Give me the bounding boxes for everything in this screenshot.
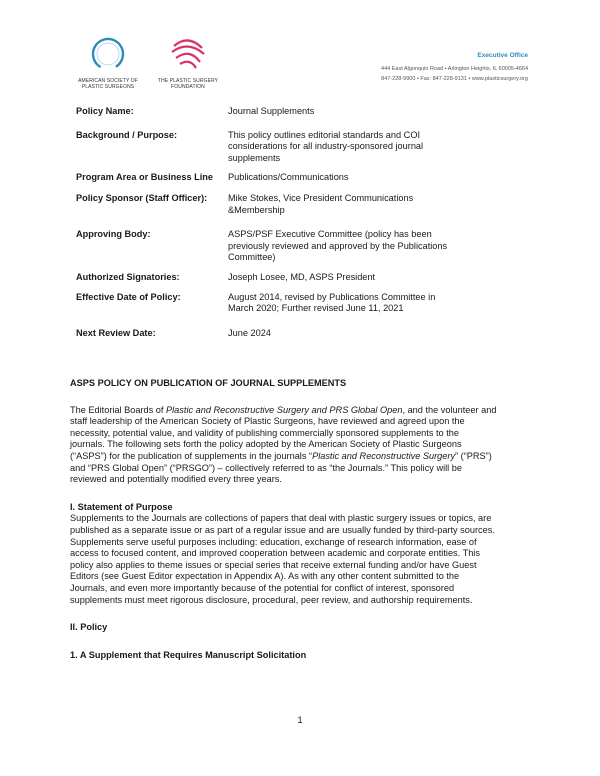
intro-line: journals. The following sets forth the policy adopted by the American Society of Plastic Surgeons [70,439,462,450]
intro-line: and “PRS Global Open” (“PRSGO”) – collectively referred to as “the Journals.” This policy will be [70,462,462,473]
section-1-line: Editors (see Guest Editor expectation in Appendix A). As with any other content submitted to the [70,571,460,582]
sponsor-label: Policy Sponsor (Staff Officer): [76,192,208,203]
psf-swirl-icon [150,36,226,72]
intro-line [70,451,532,463]
approving-value [228,229,448,264]
section-1-line: Supplements serve useful purposes including: education, exchange of research information, ease of [70,536,477,547]
asps-logo [76,36,140,90]
section-2-heading: II. Policy [70,622,108,633]
intro-line [70,405,532,417]
effective-line: March 2020; Further revised June 11, 2021 [228,303,404,314]
letterhead [0,0,600,100]
signatories-label: Authorized Signatories: [76,271,180,282]
sponsor-value [228,193,448,216]
program-value: Publications/Communications [228,172,349,183]
effective-value [228,292,448,315]
sponsor-line: &Membership [228,204,285,215]
section-1-line: Journals, and even more importantly because of the potential for conflict of interest, sponsored [70,582,455,593]
asps-ring-icon [76,36,140,72]
background-line: considerations for all industry-sponsored journal [228,141,424,152]
policy-row-approving [76,229,536,264]
page-number: 1 [297,715,303,726]
policy-row-signatories [76,272,536,284]
psf-logo-text: THE PLASTIC SURGERY FOUNDATION [157,78,219,90]
intro-text: The Editorial Boards of [70,404,167,415]
intro-line: reviewed and potentially modified every three years. [70,474,282,485]
section-1-line: supplements must meet rigorous disclosure, procedural, peer review, and authorship requirements. [70,594,473,605]
section-1-line: published as a separate issue or as part of a regular issue and are usually funded by third-party sources. [70,524,495,535]
section-1-line: policy also applies to theme issues or special series that receive external funding and/or have Guest [70,559,477,570]
policy-row-background [76,130,536,165]
review-label: Next Review Date: [76,327,156,338]
policy-row-effective [76,292,536,315]
psf-logo [150,36,226,90]
journal-name: Plastic and Reconstructive Surgery [312,450,456,461]
section-2-subheading: 1. A Supplement that Requires Manuscript Solicitation [70,649,307,660]
policy-row-name [76,106,536,118]
background-value [228,130,448,165]
main-heading: ASPS POLICY ON PUBLICATION OF JOURNAL SUPPLEMENTS [70,378,347,388]
section-1-line: Supplements to the Journals are collections of papers that deal with plastic surgery issues or topics, are [70,513,492,524]
approving-line: previously reviewed and approved by the Publications [228,240,448,251]
asps-logo-text: AMERICAN SOCIETY OF PLASTIC SURGEONS [78,78,138,90]
office-contact: 847-228-9900 • Fax: 847-228-9131 • www.plasticsurgery.org [381,76,528,82]
policy-name-label: Policy Name: [76,106,134,116]
background-label: Background / Purpose: [76,129,178,140]
policy-name-value: Journal Supplements [228,106,315,116]
intro-line: necessity, potential value, and validity of publishing commercially sponsored supplements to the [70,427,459,438]
office-address: 444 East Algonquin Road • Arlington Heights, IL 60005-4664 [381,66,528,72]
intro-line: staff leadership of the American Society of Plastic Surgeons, have reviewed and agreed upon the [70,416,465,427]
effective-label: Effective Date of Policy: [76,291,181,302]
section-1-paragraph [70,513,532,606]
background-line: supplements [228,152,281,163]
approving-line: Committee) [228,252,276,263]
effective-line: August 2014, revised by Publications Committee in [228,291,436,302]
policy-body [70,378,532,661]
program-label: Program Area or Business Line [76,172,214,183]
approving-line: ASPS/PSF Executive Committee (policy has been [228,229,432,240]
intro-text: (“ASPS”) for the publication of supplements in the journals “ [70,450,313,461]
section-1-line: access to focused content, and improved cooperation between academic and corporate entities. This [70,548,480,559]
policy-row-program [76,172,536,184]
review-value: June 2024 [228,327,271,338]
intro-text: ” (“PRS”) [455,450,492,461]
policy-row-review [76,328,536,340]
approving-label: Approving Body: [76,229,151,240]
intro-paragraph [70,405,532,486]
background-line: This policy outlines editorial standards and COI [228,129,421,140]
policy-info-table [76,106,536,339]
section-1-heading: I. Statement of Purpose [70,501,173,512]
sponsor-line: Mike Stokes, Vice President Communications [228,192,414,203]
office-block [381,52,528,84]
office-title: Executive Office [477,52,528,59]
journal-names: Plastic and Reconstructive Surgery and PRS Global Open [166,404,403,415]
policy-row-sponsor [76,193,536,216]
signatories-value: Joseph Losee, MD, ASPS President [228,271,376,282]
intro-text: , and the volunteer and [402,404,497,415]
